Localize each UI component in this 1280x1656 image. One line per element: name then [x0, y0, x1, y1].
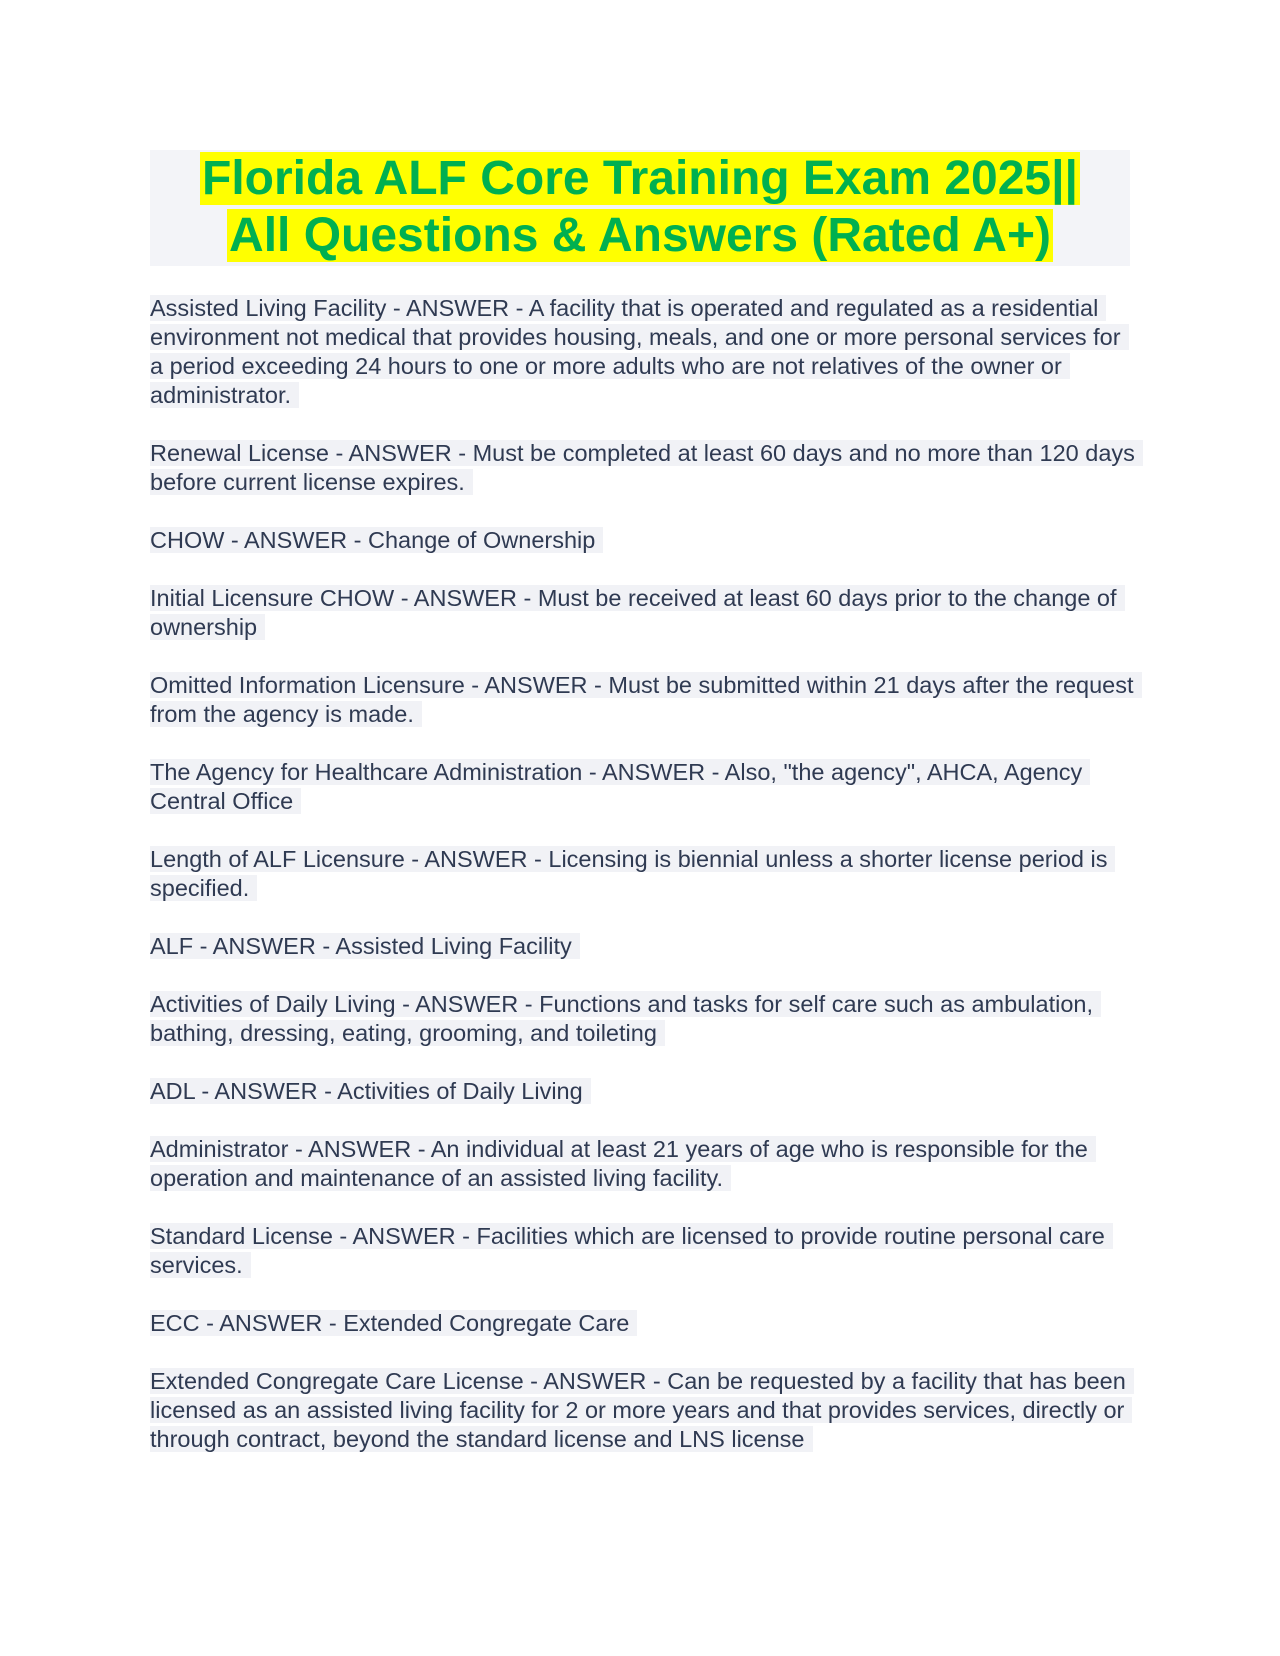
- qa-list: [150, 294, 1140, 1483]
- qa-text: Assisted Living Facility - ANSWER - A facility that is operated and regulated as a residential environment not medical that provides housing, meals, and one or more personal services for a period exceeding 24 hours to one or more adults who are not relatives of the owner or administrator.: [150, 295, 1129, 408]
- qa-item: [150, 526, 1140, 555]
- qa-text: CHOW - ANSWER - Change of Ownership: [150, 527, 603, 553]
- qa-item: [150, 1077, 1140, 1106]
- qa-item: [150, 990, 1140, 1048]
- qa-text: Administrator - ANSWER - An individual at least 21 years of age who is responsible for the operation and maintenance of an assisted living facility.: [150, 1136, 1096, 1191]
- qa-item: [150, 671, 1140, 729]
- qa-item: [150, 758, 1140, 816]
- qa-item: [150, 1309, 1140, 1338]
- qa-text: ECC - ANSWER - Extended Congregate Care: [150, 1310, 637, 1336]
- qa-item: [150, 932, 1140, 961]
- qa-text: Omitted Information Licensure - ANSWER - Must be submitted within 21 days after the request from the agency is made.: [150, 672, 1142, 727]
- document-title: [150, 150, 1130, 266]
- qa-text: ADL - ANSWER - Activities of Daily Living: [150, 1078, 591, 1104]
- qa-item: [150, 1222, 1140, 1280]
- qa-item: [150, 1367, 1140, 1454]
- qa-item: [150, 845, 1140, 903]
- qa-text: Standard License - ANSWER - Facilities which are licensed to provide routine personal care services.: [150, 1223, 1113, 1278]
- qa-text: ALF - ANSWER - Assisted Living Facility: [150, 933, 580, 959]
- title-line-1-text: Florida ALF Core Training Exam 2025||: [202, 152, 1078, 205]
- qa-text: The Agency for Healthcare Administration - ANSWER - Also, "the agency", AHCA, Agency Central Office: [150, 759, 1090, 814]
- title-line-1: [150, 150, 1130, 207]
- qa-text: Renewal License - ANSWER - Must be completed at least 60 days and no more than 120 days before current license expires.: [150, 440, 1143, 495]
- qa-item: [150, 1135, 1140, 1193]
- qa-text: Extended Congregate Care License - ANSWER - Can be requested by a facility that has been licensed as an assisted living facility for 2 or more years and that provides services, directly or through contract, beyond the standard license and LNS license: [150, 1368, 1134, 1452]
- qa-item: [150, 584, 1140, 642]
- qa-text: Activities of Daily Living - ANSWER - Functions and tasks for self care such as ambulation, bathing, dressing, eating, grooming, and toileting: [150, 991, 1101, 1046]
- title-line-2-text: All Questions & Answers (Rated A+): [229, 209, 1051, 262]
- qa-item: [150, 439, 1140, 497]
- qa-item: [150, 294, 1140, 410]
- title-line-2: [150, 207, 1130, 264]
- qa-text: Initial Licensure CHOW - ANSWER - Must be received at least 60 days prior to the change of ownership: [150, 585, 1125, 640]
- qa-text: Length of ALF Licensure - ANSWER - Licensing is biennial unless a shorter license period is specified.: [150, 846, 1115, 901]
